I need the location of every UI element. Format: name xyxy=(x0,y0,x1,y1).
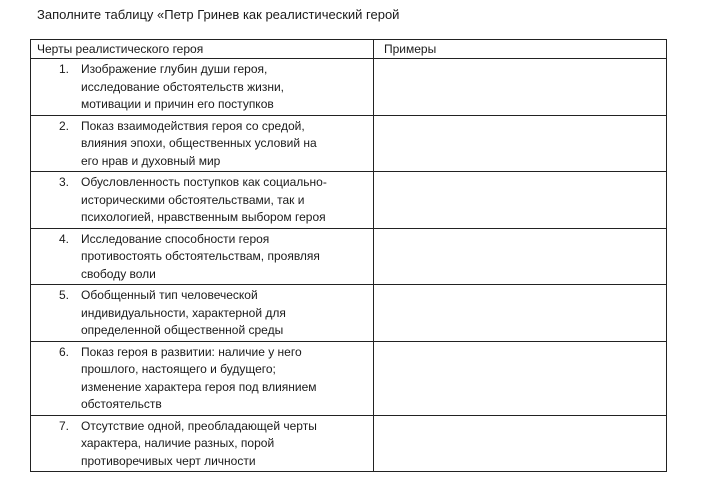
trait-cell xyxy=(31,285,374,342)
trait-line: прошлого, настоящего и будущего; xyxy=(81,362,276,376)
table-row xyxy=(31,172,667,229)
row-number: 7. xyxy=(58,418,69,433)
trait-line: мотивации и причин его поступков xyxy=(81,97,274,111)
trait-line: индивидуальности, характерной для xyxy=(81,305,286,320)
row-number: 3. xyxy=(58,175,69,189)
trait-cell xyxy=(31,341,374,415)
trait-line: Показ героя в развитии: наличие у него xyxy=(81,344,302,359)
trait-cell xyxy=(31,115,374,172)
traits-table xyxy=(30,39,667,472)
table-row xyxy=(31,285,667,342)
row-number: 6. xyxy=(58,344,69,359)
trait-line: исследование обстоятельств жизни, xyxy=(81,79,284,94)
trait-line: изменение характера героя под влиянием xyxy=(81,379,317,394)
trait-text xyxy=(81,61,373,114)
trait-text xyxy=(81,287,373,340)
table-row xyxy=(31,415,667,472)
trait-cell xyxy=(31,415,374,472)
trait-line: противостоять обстоятельствам, проявляя xyxy=(81,249,320,263)
example-cell[interactable] xyxy=(374,285,667,342)
table-row xyxy=(31,115,667,172)
table-row xyxy=(31,341,667,415)
trait-line: Изображение глубин души героя, xyxy=(81,62,268,76)
trait-cell xyxy=(31,172,374,229)
trait-line: Обобщенный тип человеческой xyxy=(81,288,258,302)
row-number: 4. xyxy=(58,231,69,246)
column-header-examples: Примеры xyxy=(374,40,667,59)
table-header-row xyxy=(31,40,667,59)
row-number: 2. xyxy=(58,118,69,133)
trait-line: свободу воли xyxy=(81,266,156,281)
trait-text xyxy=(81,231,373,284)
trait-text xyxy=(81,118,373,171)
trait-cell xyxy=(31,59,374,116)
trait-line: определенной общественной среды xyxy=(81,323,284,337)
example-cell[interactable] xyxy=(374,59,667,116)
example-cell[interactable] xyxy=(374,415,667,472)
table-row xyxy=(31,228,667,285)
row-number: 5. xyxy=(58,288,69,302)
trait-line: обстоятельств xyxy=(81,397,162,411)
trait-text xyxy=(81,344,373,414)
trait-line: Показ взаимодействия героя со средой, xyxy=(81,118,305,133)
example-cell[interactable] xyxy=(374,115,667,172)
trait-line: Отсутствие одной, преобладающей черты xyxy=(81,418,317,433)
example-cell[interactable] xyxy=(374,341,667,415)
column-header-traits: Черты реалистического героя xyxy=(31,40,374,59)
trait-cell xyxy=(31,228,374,285)
trait-line: Обусловленность поступков как социально- xyxy=(81,175,327,189)
trait-line: характера, наличие разных, порой xyxy=(81,436,275,450)
trait-text xyxy=(81,174,373,227)
trait-line: Исследование способности героя xyxy=(81,231,270,246)
trait-line: историческими обстоятельствами, так и xyxy=(81,192,305,207)
table-row xyxy=(31,59,667,116)
trait-line: противоречивых черт личности xyxy=(81,453,256,468)
trait-line: психологией, нравственным выбором героя xyxy=(81,210,326,224)
row-number: 1. xyxy=(58,62,69,76)
trait-line: его нрав и духовный мир xyxy=(81,153,221,168)
trait-line: влияния эпохи, общественных условий на xyxy=(81,136,317,150)
page-title: Заполните таблицу «Петр Гринев как реалистический герой xyxy=(37,7,400,22)
example-cell[interactable] xyxy=(374,172,667,229)
example-cell[interactable] xyxy=(374,228,667,285)
trait-text xyxy=(81,418,373,471)
